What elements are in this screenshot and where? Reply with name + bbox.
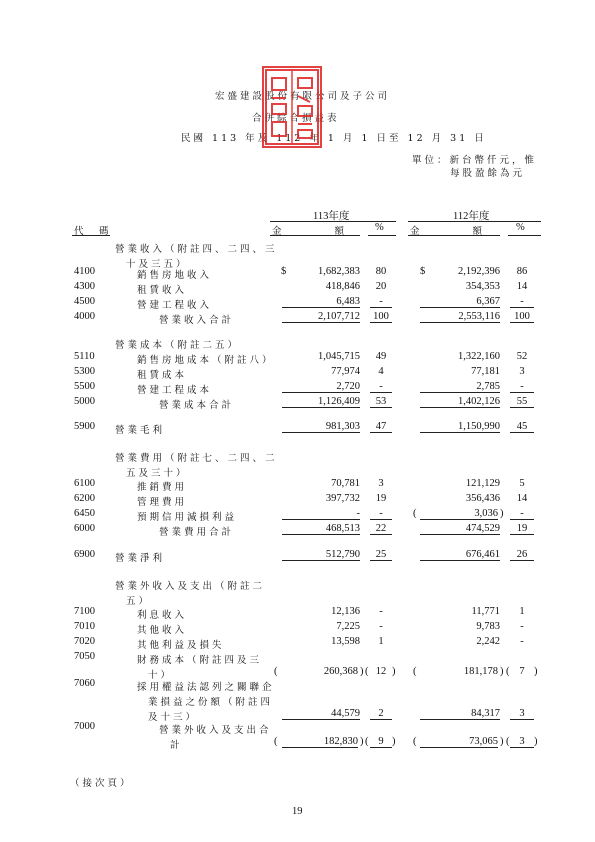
pct-y1: 12 — [375, 666, 387, 677]
pct-y2: 26 — [510, 549, 534, 561]
amount-y1: 260,368 — [323, 666, 358, 677]
amount-y2: 676,461 — [420, 549, 500, 561]
amount-y1: 182,830 — [282, 736, 358, 748]
col-header-y2: 112年度 — [453, 211, 490, 222]
row-code: 5300 — [74, 366, 95, 377]
amount-y2: 356,436 — [465, 493, 500, 504]
paren-close: ) — [534, 736, 538, 747]
amount-y2: 474,529 — [420, 523, 500, 535]
amount-y2: 1,322,160 — [458, 351, 500, 362]
paren-close: ) — [500, 666, 504, 677]
row-code: 4000 — [74, 311, 95, 322]
row-label: 營業外收入及支出（附註二 — [115, 581, 266, 592]
row-label: 營業收入合計 — [159, 315, 235, 326]
amount-y2: 181,178 — [463, 666, 498, 677]
row-code: 6100 — [74, 478, 95, 489]
amount-y1: 7,225 — [336, 621, 360, 632]
row-code: 4500 — [74, 296, 95, 307]
row-code: 5110 — [74, 351, 95, 362]
currency-sign: $ — [281, 266, 287, 277]
row-code: 6200 — [74, 493, 95, 504]
amount-y2: 3,036 — [420, 508, 498, 520]
col-header-amount-2: 金 額 — [410, 226, 486, 237]
paren-open: ( — [413, 736, 417, 747]
pct-y2: 14 — [516, 281, 528, 292]
pct-y1: - — [370, 381, 392, 393]
pct-y1: - — [370, 508, 392, 520]
row-label: 採用權益法認列之關聯企 — [137, 682, 275, 693]
amount-y1: 2,720 — [282, 381, 360, 393]
row-label: 營業淨利 — [115, 553, 166, 564]
pct-y2: 7 — [519, 666, 525, 677]
row-code: 7000 — [74, 721, 95, 732]
pct-y2: 5 — [519, 478, 525, 489]
row-label-cont: 計 — [170, 740, 183, 751]
paren-close: ) — [360, 736, 364, 747]
amount-y2: 2,553,116 — [420, 311, 500, 323]
pct-y1: 2 — [370, 708, 392, 720]
row-code: 4300 — [74, 281, 95, 292]
amount-y2: 6,367 — [420, 296, 500, 308]
row-code: 4100 — [74, 266, 95, 277]
row-label: 營業成本合計 — [159, 400, 235, 411]
row-code: 5500 — [74, 381, 95, 392]
amount-y1: 44,579 — [282, 708, 360, 720]
period-line: 民國 113 年及 112 年 1 月 1 日至 12 月 31 日 — [181, 133, 487, 144]
statement-title: 合併綜合損益表 — [252, 113, 340, 124]
paren-open: ( — [506, 736, 510, 747]
pct-y1: - — [370, 296, 392, 308]
row-label-cont: 五） — [126, 596, 152, 607]
amount-y2: 84,317 — [420, 708, 500, 720]
row-code: 5000 — [74, 396, 95, 407]
row-code: 6900 — [74, 549, 95, 560]
row-label: 營業收入（附註四、二四、三 — [115, 244, 278, 255]
pct-y1: 53 — [370, 396, 392, 408]
pct-y2: - — [520, 636, 524, 647]
company-name: 宏盛建設股份有限公司及子公司 — [215, 91, 391, 102]
row-label: 推銷費用 — [137, 482, 188, 493]
amount-y1: 397,732 — [325, 493, 360, 504]
row-label-cont: 業損益之份額（附註四 — [148, 697, 274, 708]
row-code: 7020 — [74, 636, 95, 647]
row-label-cont: 五及三十） — [126, 468, 189, 479]
pct-y2: 52 — [516, 351, 528, 362]
pct-y2: - — [510, 381, 534, 393]
paren-close: ) — [500, 736, 504, 747]
header-rule-pct-2 — [508, 235, 541, 236]
pct-y2: - — [510, 296, 534, 308]
row-label: 營業成本（附註二五） — [115, 340, 241, 351]
continued-note: （接次頁） — [70, 778, 133, 789]
col-header-pct-2: % — [516, 222, 525, 233]
row-label: 營業費用合計 — [159, 527, 235, 538]
row-label: 營業毛利 — [115, 425, 166, 436]
amount-y1: 1,126,409 — [282, 396, 360, 408]
row-code: 5900 — [74, 421, 95, 432]
row-label: 銷售房地收入 — [137, 270, 213, 281]
amount-y2: 121,129 — [465, 478, 500, 489]
row-code: 6450 — [74, 508, 95, 519]
amount-y2: 11,771 — [471, 606, 500, 617]
amount-y2: 1,150,990 — [420, 421, 500, 433]
row-code: 7060 — [74, 678, 95, 689]
row-label: 其他收入 — [137, 625, 188, 636]
unit-line-2: 每股盈餘為元 — [450, 168, 526, 179]
pct-y1: - — [379, 621, 383, 632]
row-label: 營業費用（附註七、二四、二 — [115, 453, 278, 464]
row-label: 利息收入 — [137, 610, 188, 621]
row-label: 租賃成本 — [137, 370, 188, 381]
page-number: 19 — [292, 806, 303, 817]
amount-y2: 2,192,396 — [458, 266, 500, 277]
pct-y1: 100 — [370, 311, 392, 323]
row-label: 管理費用 — [137, 497, 188, 508]
col-header-y1: 113年度 — [313, 211, 350, 222]
amount-y1: 468,513 — [282, 523, 360, 535]
amount-y1: 6,483 — [282, 296, 360, 308]
header-rule-amount-2 — [408, 235, 500, 236]
row-label: 營建工程收入 — [137, 300, 213, 311]
pct-y2: 55 — [510, 396, 534, 408]
company-seal — [262, 66, 322, 148]
pct-y1: 22 — [370, 523, 392, 535]
row-label: 營業外收入及支出合 — [159, 725, 272, 736]
pct-y2: 45 — [510, 421, 534, 433]
pct-y2: 3 — [519, 366, 525, 377]
row-code: 7100 — [74, 606, 95, 617]
pct-y2: 100 — [510, 311, 534, 323]
pct-y1: 9 — [370, 736, 392, 748]
pct-y1: 47 — [370, 421, 392, 433]
amount-y2: 2,785 — [420, 381, 500, 393]
pct-y2: 86 — [516, 266, 528, 277]
amount-y2: 1,402,126 — [420, 396, 500, 408]
row-code: 7050 — [74, 651, 95, 662]
paren-close: ) — [360, 666, 364, 677]
pct-y1: 80 — [375, 266, 387, 277]
col-header-code: 代 碼 — [74, 226, 112, 237]
row-label: 財務成本（附註四及三 — [137, 655, 263, 666]
amount-y2: 77,181 — [471, 366, 500, 377]
pct-y2: - — [510, 508, 534, 520]
pct-y2: - — [520, 621, 524, 632]
row-label: 其他利益及損失 — [137, 640, 225, 651]
pct-y1: 19 — [375, 493, 387, 504]
unit-line-1: 單位：新台幣仟元，惟 — [412, 155, 538, 166]
pct-y1: 20 — [375, 281, 387, 292]
row-code: 7010 — [74, 621, 95, 632]
pct-y1: 49 — [375, 351, 387, 362]
amount-y1: 13,598 — [331, 636, 360, 647]
paren-open: ( — [506, 666, 510, 677]
row-label-cont: 十） — [148, 670, 174, 681]
amount-y2: 2,242 — [476, 636, 500, 647]
amount-y1: 418,846 — [325, 281, 360, 292]
pct-y1: 25 — [370, 549, 392, 561]
pct-y1: 4 — [378, 366, 384, 377]
amount-y1: 512,790 — [282, 549, 360, 561]
row-label: 預期信用減損利益 — [137, 512, 238, 523]
amount-y1: 12,136 — [331, 606, 360, 617]
paren-open: ( — [413, 666, 417, 677]
row-label: 租賃收入 — [137, 285, 188, 296]
paren-close: ) — [392, 666, 396, 677]
amount-y2: 9,783 — [476, 621, 500, 632]
header-rule-amount-1 — [270, 235, 360, 236]
paren-open: ( — [274, 736, 278, 747]
amount-y2: 73,065 — [420, 736, 498, 748]
amount-y1: 2,107,712 — [282, 311, 360, 323]
currency-sign: $ — [420, 266, 426, 277]
row-label-cont: 及十三） — [148, 712, 199, 723]
pct-y2: 14 — [516, 493, 528, 504]
amount-y1: - — [282, 508, 360, 520]
paren-open: ( — [365, 666, 369, 677]
paren-open: ( — [274, 666, 278, 677]
pct-y2: 19 — [510, 523, 534, 535]
pct-y2: 3 — [510, 736, 534, 748]
paren-open: ( — [365, 736, 369, 747]
pct-y1: - — [379, 606, 383, 617]
paren-close: ) — [392, 736, 396, 747]
header-rule-pct-1 — [368, 235, 396, 236]
header-rule-code — [72, 235, 110, 236]
paren-open: ( — [413, 508, 417, 519]
amount-y1: 1,045,715 — [318, 351, 360, 362]
paren-close: ) — [500, 508, 504, 519]
amount-y1: 70,781 — [331, 478, 360, 489]
amount-y2: 354,353 — [465, 281, 500, 292]
seal-icon — [264, 68, 320, 146]
col-header-amount-1: 金 額 — [272, 226, 348, 237]
amount-y1: 1,682,383 — [318, 266, 360, 277]
row-label: 銷售房地成本（附註八） — [137, 355, 275, 366]
row-code: 6000 — [74, 523, 95, 534]
pct-y1: 3 — [378, 478, 384, 489]
pct-y1: 1 — [378, 636, 384, 647]
pct-y2: 3 — [510, 708, 534, 720]
amount-y1: 981,303 — [282, 421, 360, 433]
paren-close: ) — [534, 666, 538, 677]
col-header-pct-1: % — [375, 222, 384, 233]
row-label: 營建工程成本 — [137, 385, 213, 396]
pct-y2: 1 — [519, 606, 525, 617]
row-label-cont: 十及三五） — [126, 259, 189, 270]
amount-y1: 77,974 — [331, 366, 360, 377]
